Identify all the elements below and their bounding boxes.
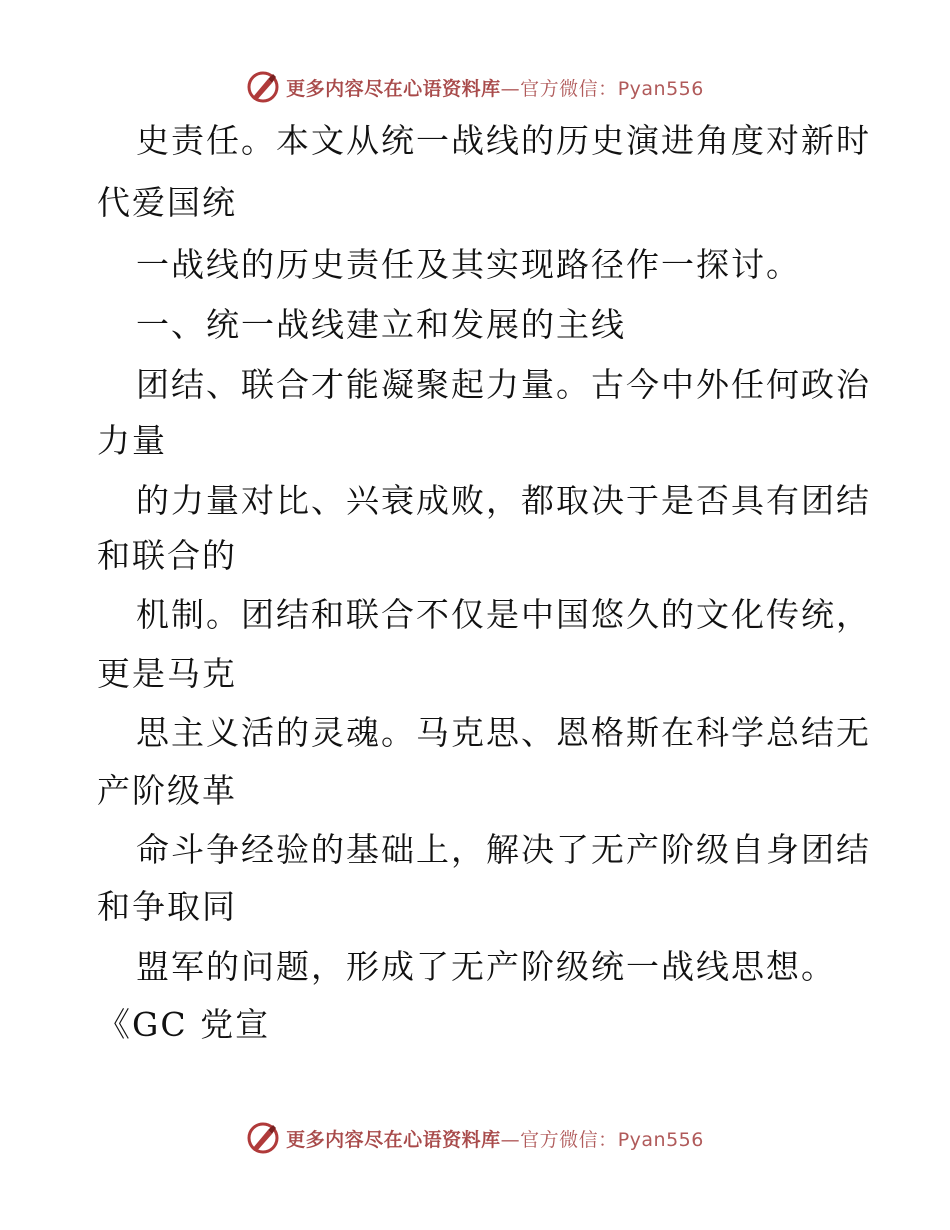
body-line: 和联合的 <box>97 536 237 575</box>
footer-banner-text <box>286 1125 704 1152</box>
body-line: 命斗争经验的基础上，解决了无产阶级自身团结 <box>136 830 871 869</box>
header-banner <box>0 70 950 104</box>
footer-wechat-id: Pyan556 <box>617 1128 704 1151</box>
header-banner-text <box>286 74 704 101</box>
body-line: 和争取同 <box>97 887 237 926</box>
footer-banner <box>0 1121 950 1155</box>
body-line: 一战线的历史责任及其实现路径作一探讨。 <box>136 245 801 284</box>
body-line: 代爱国统 <box>97 183 237 222</box>
body-line: 《GC 党宣 <box>97 1005 271 1044</box>
body-line: 团结、联合才能凝聚起力量。古今中外任何政治 <box>136 365 871 404</box>
header-separator: — <box>500 77 521 100</box>
pen-logo-icon <box>246 70 280 104</box>
header-wechat-label: 官方微信： <box>520 77 618 100</box>
footer-wechat-label: 官方微信： <box>520 1128 618 1151</box>
footer-separator: — <box>500 1128 521 1151</box>
body-line: 产阶级革 <box>97 771 237 810</box>
body-line: 思主义活的灵魂。马克思、恩格斯在科学总结无 <box>136 713 871 752</box>
body-line: 史责任。本文从统一战线的历史演进角度对新时 <box>136 121 871 160</box>
body-line: 更是马克 <box>97 654 237 693</box>
body-line: 的力量对比、兴衰成败，都取决于是否具有团结 <box>136 481 871 520</box>
pen-logo-icon <box>246 1121 280 1155</box>
header-brand: 更多内容尽在心语资料库 <box>286 77 501 100</box>
body-line: 力量 <box>97 421 167 460</box>
footer-brand: 更多内容尽在心语资料库 <box>286 1128 501 1151</box>
body-line: 机制。团结和联合不仅是中国悠久的文化传统， <box>136 595 871 634</box>
section-heading: 一、统一战线建立和发展的主线 <box>136 305 626 344</box>
header-wechat-id: Pyan556 <box>617 77 704 100</box>
body-line: 盟军的问题，形成了无产阶级统一战线思想。 <box>136 947 836 986</box>
